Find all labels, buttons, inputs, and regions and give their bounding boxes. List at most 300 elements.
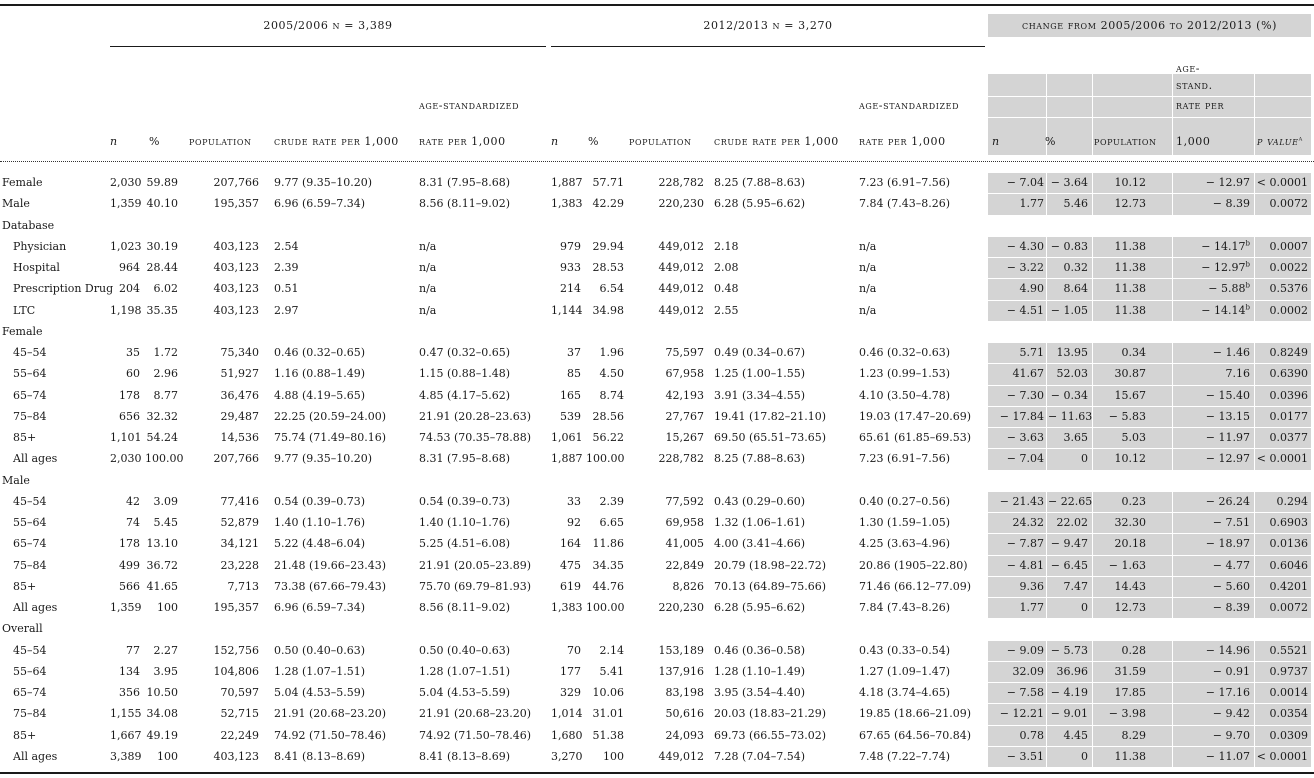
cell-n-2005 xyxy=(110,282,140,296)
cell-n-2012 xyxy=(551,431,581,445)
cell-value: − 15.40 xyxy=(1205,388,1250,402)
cell-population-change xyxy=(1094,389,1146,403)
cell-value: 41,005 xyxy=(665,537,704,551)
cell-value: 2.18 xyxy=(714,239,739,253)
cell-n-2012 xyxy=(551,176,581,190)
cell-n-2005 xyxy=(110,495,140,509)
cell-pct-2005 xyxy=(145,601,178,615)
cell-value: n/a xyxy=(419,282,437,296)
cell-n-change xyxy=(988,389,1044,403)
cell-value: − 3.63 xyxy=(1006,431,1044,444)
cell-value: 1,359 xyxy=(110,197,142,211)
section-label: Database xyxy=(2,218,55,232)
cell-value: 13.10 xyxy=(146,537,178,551)
cell-agestd-change xyxy=(1174,431,1250,445)
cell-n-change xyxy=(988,665,1044,679)
cell-value: 50,616 xyxy=(665,707,704,721)
cell-agestd-2005 xyxy=(419,431,549,445)
cell-crude-2005 xyxy=(274,707,414,721)
cell-pvalue xyxy=(1256,389,1308,403)
cell-crude-2012 xyxy=(714,197,854,211)
row-label: 45–54 xyxy=(13,494,47,508)
cell-agestd-2005 xyxy=(419,495,549,509)
cell-value: 75,597 xyxy=(665,346,704,359)
cell-n-2012 xyxy=(551,346,581,360)
cell-value: 22,249 xyxy=(220,728,259,742)
cell-value: − 9.42 xyxy=(1212,707,1250,721)
cell-pct-2012 xyxy=(586,410,624,424)
cell-value: 8.56 (8.11–9.02) xyxy=(419,601,511,614)
cell-population-2005 xyxy=(189,176,259,190)
cell-value: n/a xyxy=(419,239,437,253)
cell-agestd-2012 xyxy=(859,750,984,764)
cell-pct-change xyxy=(1048,644,1088,658)
col-n-change: n xyxy=(992,135,1000,148)
cell-pct-2012 xyxy=(586,346,624,360)
cell-value: 0.40 (0.27–0.56) xyxy=(859,494,951,508)
cell-value: 7.47 xyxy=(1063,579,1088,593)
cell-value: 7.28 (7.04–7.54) xyxy=(714,749,806,763)
cell-pct-change xyxy=(1048,389,1088,403)
cell-n-2005 xyxy=(110,729,140,743)
row-label: 55–64 xyxy=(13,664,47,678)
row-label: Female xyxy=(2,176,43,189)
cell-pvalue xyxy=(1256,367,1308,381)
cell-value: 5.04 (4.53–5.59) xyxy=(419,686,511,699)
cell-value: 3.95 (3.54–4.40) xyxy=(714,686,806,699)
cell-value: 403,123 xyxy=(213,282,259,296)
cell-population-2012 xyxy=(629,686,704,700)
cell-value: 1.77 xyxy=(1019,197,1044,211)
cell-value: 3.91 (3.34–4.55) xyxy=(714,388,806,402)
cell-value: 0.0136 xyxy=(1269,537,1308,551)
cell-value: 8.29 xyxy=(1121,728,1146,742)
cell-value: − 0.91 xyxy=(1212,664,1250,678)
cell-value: 74.92 (71.50–78.46) xyxy=(274,728,387,742)
cell-value: 3.09 xyxy=(153,494,178,508)
cell-population-2012 xyxy=(629,261,704,275)
cell-n-2005 xyxy=(110,367,140,381)
cell-value: 1.72 xyxy=(153,346,178,359)
cell-value: 178 xyxy=(119,388,140,402)
cell-value: 9.36 xyxy=(1019,579,1044,593)
cell-crude-2005 xyxy=(274,176,414,190)
cell-value: − 11.63 xyxy=(1048,409,1093,423)
cell-n-2005 xyxy=(110,516,140,530)
cell-value: − 7.04 xyxy=(1006,176,1044,189)
cell-agestd-2005 xyxy=(419,665,549,679)
cell-value: 4.00 (3.41–4.66) xyxy=(714,537,806,551)
cell-value: 0.8249 xyxy=(1269,346,1308,359)
cell-agestd-2005 xyxy=(419,559,549,573)
cell-crude-2005 xyxy=(274,644,414,658)
cell-pvalue xyxy=(1256,729,1308,743)
cell-value: 0.0007 xyxy=(1269,239,1308,253)
cell-value: 12.73 xyxy=(1114,197,1146,211)
cell-agestd-change xyxy=(1174,261,1250,275)
row-label: Male xyxy=(2,197,30,211)
cell-agestd-2012 xyxy=(859,197,984,211)
row-label: Prescription Drug xyxy=(13,282,114,296)
cell-value: 2,030 xyxy=(110,452,142,466)
cell-value: 4.88 (4.19–5.65) xyxy=(274,388,366,402)
row-label: 75–84 xyxy=(13,558,47,572)
cell-pct-2005 xyxy=(145,707,178,721)
cell-value: 32.30 xyxy=(1114,516,1146,529)
cell-value: 5.04 (4.53–5.59) xyxy=(274,686,366,699)
cell-value: 100.00 xyxy=(145,452,184,466)
cell-value: 7.48 (7.22–7.74) xyxy=(859,749,951,763)
col-pct-2005: % xyxy=(149,135,160,148)
cell-value: 1.28 (1.07–1.51) xyxy=(274,664,366,678)
cell-n-2012 xyxy=(551,516,581,530)
cell-value: − 6.45 xyxy=(1050,558,1088,572)
cell-n-2005 xyxy=(110,644,140,658)
cell-population-2005 xyxy=(189,686,259,700)
cell-value: − 3.64 xyxy=(1050,176,1088,189)
cell-pct-change xyxy=(1048,559,1088,573)
cell-value: 19.85 (18.66–21.09) xyxy=(859,707,972,721)
cell-value: 0.48 xyxy=(714,282,739,296)
cell-value: 1,887 xyxy=(551,452,583,466)
cell-value: 1,061 xyxy=(551,431,583,444)
cell-agestd-2012 xyxy=(859,389,984,403)
cell-value: − 4.51 xyxy=(1006,303,1044,317)
cell-value: 36.72 xyxy=(146,558,178,572)
cell-pvalue xyxy=(1256,644,1308,658)
row-label: 65–74 xyxy=(13,388,47,402)
cell-value: 8.56 (8.11–9.02) xyxy=(419,197,511,211)
cell-value: 54.24 xyxy=(146,431,178,444)
footnote-marker: b xyxy=(1245,281,1250,290)
cell-value: 29.94 xyxy=(592,239,624,253)
cell-agestd-2005 xyxy=(419,346,549,360)
cell-value: 1.30 (1.59–1.05) xyxy=(859,516,951,529)
cell-value: 1,101 xyxy=(110,431,142,444)
cell-value: 73.38 (67.66–79.43) xyxy=(274,579,387,593)
cell-population-change xyxy=(1094,665,1146,679)
cell-value: 28.56 xyxy=(592,409,624,423)
cell-pvalue xyxy=(1256,516,1308,530)
cell-agestd-2005 xyxy=(419,750,549,764)
cell-pvalue xyxy=(1256,495,1308,509)
cell-value: 403,123 xyxy=(213,261,259,274)
cell-value: 10.12 xyxy=(1114,452,1146,466)
cell-pct-2005 xyxy=(145,410,178,424)
cell-value: 21.91 (20.05–23.89) xyxy=(419,558,532,572)
cell-value: n/a xyxy=(859,261,877,274)
cell-agestd-2012 xyxy=(859,665,984,679)
cell-value: 0.0309 xyxy=(1269,728,1308,742)
cell-pvalue xyxy=(1256,665,1308,679)
cell-pct-2005 xyxy=(145,559,178,573)
cell-population-change xyxy=(1094,346,1146,360)
cell-agestd-change xyxy=(1174,665,1250,679)
row-label: 85+ xyxy=(13,431,37,444)
cell-n-2005 xyxy=(110,240,140,254)
cell-value: 21.91 (20.68–23.20) xyxy=(419,707,532,721)
cell-crude-2012 xyxy=(714,644,854,658)
cell-pct-change xyxy=(1048,409,1093,424)
cell-pct-change xyxy=(1048,494,1093,509)
cell-population-2005 xyxy=(189,495,259,509)
cell-value: 69,958 xyxy=(665,516,704,529)
cell-crude-2005 xyxy=(274,304,414,318)
cell-population-2012 xyxy=(629,240,704,254)
cell-agestd-change xyxy=(1174,240,1250,254)
cell-agestd-2005 xyxy=(419,282,549,296)
cell-n-change xyxy=(988,559,1044,573)
cell-n-2012 xyxy=(551,389,581,403)
cell-value: 10.50 xyxy=(146,686,178,699)
footnote-marker: b xyxy=(1245,260,1250,269)
cell-value: 20.18 xyxy=(1114,537,1146,551)
cell-value: 195,357 xyxy=(213,197,259,211)
cell-value: − 9.01 xyxy=(1050,707,1088,721)
cell-n-change xyxy=(988,452,1044,466)
cell-value: 85 xyxy=(567,367,581,381)
cell-value: n/a xyxy=(859,282,877,296)
cell-value: 195,357 xyxy=(213,601,259,614)
cell-value: − 4.77 xyxy=(1212,558,1250,572)
cell-agestd-2012 xyxy=(859,601,984,615)
cell-agestd-2012 xyxy=(859,707,984,721)
cell-value: 0.46 (0.32–0.63) xyxy=(859,346,951,359)
cell-value: 100.00 xyxy=(586,452,625,466)
cell-value: 1,383 xyxy=(551,601,583,614)
cell-population-2012 xyxy=(629,580,704,594)
cell-crude-2012 xyxy=(714,729,854,743)
cell-crude-2005 xyxy=(274,750,414,764)
cell-n-2005 xyxy=(110,176,140,190)
cell-crude-2005 xyxy=(274,559,414,573)
cell-value: 100 xyxy=(157,601,178,614)
cell-pct-2005 xyxy=(145,495,178,509)
cell-population-change xyxy=(1094,304,1146,318)
cell-value: − 9.47 xyxy=(1050,537,1088,551)
cell-value: 74.53 (70.35–78.88) xyxy=(419,431,532,444)
cell-population-change xyxy=(1094,410,1146,424)
cell-population-2005 xyxy=(189,346,259,360)
cell-pvalue xyxy=(1256,452,1308,466)
cell-value: − 12.97 xyxy=(1205,452,1250,466)
cell-pvalue xyxy=(1256,431,1308,445)
cell-population-2012 xyxy=(629,601,704,615)
cell-value: − 12.21 xyxy=(999,707,1044,721)
cell-value: 11.38 xyxy=(1114,261,1146,274)
cell-value: 1,155 xyxy=(110,707,142,721)
cell-pct-2012 xyxy=(586,580,624,594)
cell-value: 137,916 xyxy=(658,664,704,678)
cell-value: 4.50 xyxy=(599,367,624,381)
row-label: 65–74 xyxy=(13,537,47,551)
cell-population-2012 xyxy=(629,750,704,764)
section-label: Female xyxy=(2,324,43,338)
cell-population-2012 xyxy=(629,644,704,658)
cell-population-change xyxy=(1094,601,1146,615)
row-label: 45–54 xyxy=(13,346,47,359)
cell-value: 3,389 xyxy=(110,749,142,763)
cell-crude-2012 xyxy=(714,431,854,445)
cell-value: 49.19 xyxy=(146,728,178,742)
cell-value: 14.43 xyxy=(1114,579,1146,593)
cell-value: 19.41 (17.82–21.10) xyxy=(714,409,827,423)
group-header-2005: 2005/2006 n = 3,389 xyxy=(263,19,393,32)
cell-pvalue xyxy=(1256,176,1308,190)
cell-crude-2012 xyxy=(714,516,854,530)
row-label: 85+ xyxy=(13,579,37,593)
cell-value: 8,826 xyxy=(672,579,704,593)
cell-agestd-change xyxy=(1174,410,1250,424)
cell-value: 42 xyxy=(126,494,140,508)
cell-value: − 0.83 xyxy=(1050,239,1088,253)
cell-value: 2.96 xyxy=(153,367,178,381)
cell-population-2005 xyxy=(189,580,259,594)
cell-value: 22.25 (20.59–24.00) xyxy=(274,409,387,423)
header-divider xyxy=(0,161,1314,162)
cell-value: 70.13 (64.89–75.66) xyxy=(714,579,827,593)
cell-value: 964 xyxy=(119,261,140,274)
cell-value: − 11.07 xyxy=(1205,749,1250,763)
cell-agestd-change xyxy=(1174,367,1250,381)
col-n-2005: n xyxy=(110,135,118,148)
cell-pct-2012 xyxy=(586,197,624,211)
cell-population-change xyxy=(1094,686,1146,700)
cell-value: 10.06 xyxy=(592,686,624,699)
cell-value: 1,144 xyxy=(551,303,583,317)
cell-value: 0.4201 xyxy=(1269,579,1308,593)
cell-value: 356 xyxy=(119,686,140,699)
col-agestd-change-1: age- xyxy=(1176,62,1201,75)
cell-value: 8.31 (7.95–8.68) xyxy=(419,452,511,466)
cell-population-change xyxy=(1094,559,1146,573)
cell-value: 449,012 xyxy=(658,282,704,296)
cell-n-change xyxy=(988,495,1044,509)
cell-value: 20.86 (1905–22.80) xyxy=(859,558,968,572)
cell-value: 11.86 xyxy=(592,537,624,551)
cell-population-change xyxy=(1094,261,1146,275)
cell-value: 21.91 (20.28–23.63) xyxy=(419,409,532,423)
cell-value: − 7.87 xyxy=(1006,537,1044,551)
cell-population-2005 xyxy=(189,431,259,445)
cell-n-2012 xyxy=(551,452,581,466)
cell-population-2012 xyxy=(629,304,704,318)
cell-value: 32.32 xyxy=(146,409,178,423)
cell-value: − 7.30 xyxy=(1006,388,1044,402)
cell-value: 449,012 xyxy=(658,749,704,763)
cell-agestd-2005 xyxy=(419,197,549,211)
cell-agestd-change xyxy=(1174,176,1250,190)
cell-value: 67.65 (64.56–70.84) xyxy=(859,728,972,742)
cell-value: 52.03 xyxy=(1056,367,1088,381)
cell-n-2012 xyxy=(551,665,581,679)
cell-n-2012 xyxy=(551,410,581,424)
cell-value: 177 xyxy=(560,664,581,678)
cell-value: 6.54 xyxy=(599,282,624,296)
cell-value: 933 xyxy=(560,261,581,274)
cell-value: 8.31 (7.95–8.68) xyxy=(419,176,511,189)
bottom-rule xyxy=(0,772,1314,774)
cell-n-2012 xyxy=(551,367,581,381)
cell-n-2005 xyxy=(110,537,140,551)
cell-value: 5.46 xyxy=(1063,197,1088,211)
cell-value: 228,782 xyxy=(658,452,704,466)
cell-value: − 11.97 xyxy=(1205,431,1250,444)
cell-agestd-2005 xyxy=(419,389,549,403)
cell-crude-2012 xyxy=(714,707,854,721)
cell-agestd-change xyxy=(1174,495,1250,509)
cell-crude-2012 xyxy=(714,261,854,275)
cell-value: 164 xyxy=(560,537,581,551)
cell-pct-change xyxy=(1048,686,1088,700)
cell-crude-2012 xyxy=(714,346,854,360)
cell-value: 100 xyxy=(157,749,178,763)
cell-value: 5.71 xyxy=(1019,346,1044,359)
cell-crude-2005 xyxy=(274,729,414,743)
cell-value: 5.03 xyxy=(1121,431,1146,444)
cell-value: 41.67 xyxy=(1012,367,1044,381)
cell-value: 77,592 xyxy=(665,494,704,508)
cell-n-change xyxy=(988,197,1044,211)
cell-agestd-2012 xyxy=(859,495,984,509)
cell-population-2012 xyxy=(629,282,704,296)
cell-pct-2012 xyxy=(586,282,624,296)
cell-value: 0.5376 xyxy=(1269,282,1308,296)
cell-agestd-2005 xyxy=(419,537,549,551)
cell-value: 3.65 xyxy=(1063,431,1088,444)
cell-population-2012 xyxy=(629,431,704,445)
row-label: All ages xyxy=(13,452,58,466)
cell-value: − 8.39 xyxy=(1212,601,1250,614)
cell-population-2005 xyxy=(189,261,259,275)
cell-agestd-change xyxy=(1174,729,1250,743)
cell-value: 100 xyxy=(603,749,624,763)
cell-pct-2012 xyxy=(586,707,624,721)
cell-pvalue xyxy=(1256,197,1308,211)
cell-n-change xyxy=(988,431,1044,445)
cell-value: − 9.09 xyxy=(1006,643,1044,657)
cell-agestd-2012 xyxy=(859,410,984,424)
cell-value: 31.01 xyxy=(592,707,624,721)
cell-value: 34.35 xyxy=(592,558,624,572)
cell-n-change xyxy=(988,580,1044,594)
cell-value: 74 xyxy=(126,516,140,529)
cell-value: 1,680 xyxy=(551,728,583,742)
cell-value: 0.23 xyxy=(1121,494,1146,508)
cell-value: 35.35 xyxy=(146,303,178,317)
cell-value: 5.41 xyxy=(599,664,624,678)
cell-crude-2005 xyxy=(274,410,414,424)
cell-value: 152,756 xyxy=(213,643,259,657)
cell-value: 220,230 xyxy=(658,601,704,614)
cell-value: 8.74 xyxy=(599,388,624,402)
cell-value: − 7.04 xyxy=(1006,452,1044,466)
cell-value: 57.71 xyxy=(592,176,624,189)
cell-agestd-change xyxy=(1174,197,1250,211)
cell-value: − 12.97 xyxy=(1201,261,1246,274)
cell-value: 2.14 xyxy=(599,643,624,657)
cell-pct-2005 xyxy=(145,665,178,679)
cell-value: − 8.39 xyxy=(1212,197,1250,211)
cell-population-2012 xyxy=(629,389,704,403)
section-label: Male xyxy=(2,473,30,487)
cell-pct-2005 xyxy=(145,452,184,466)
cell-value: 7.84 (7.43–8.26) xyxy=(859,197,951,211)
cell-population-change xyxy=(1094,495,1146,509)
cell-n-change xyxy=(988,410,1044,424)
cell-pct-change xyxy=(1048,367,1088,381)
cell-value: 0.5521 xyxy=(1269,643,1308,657)
